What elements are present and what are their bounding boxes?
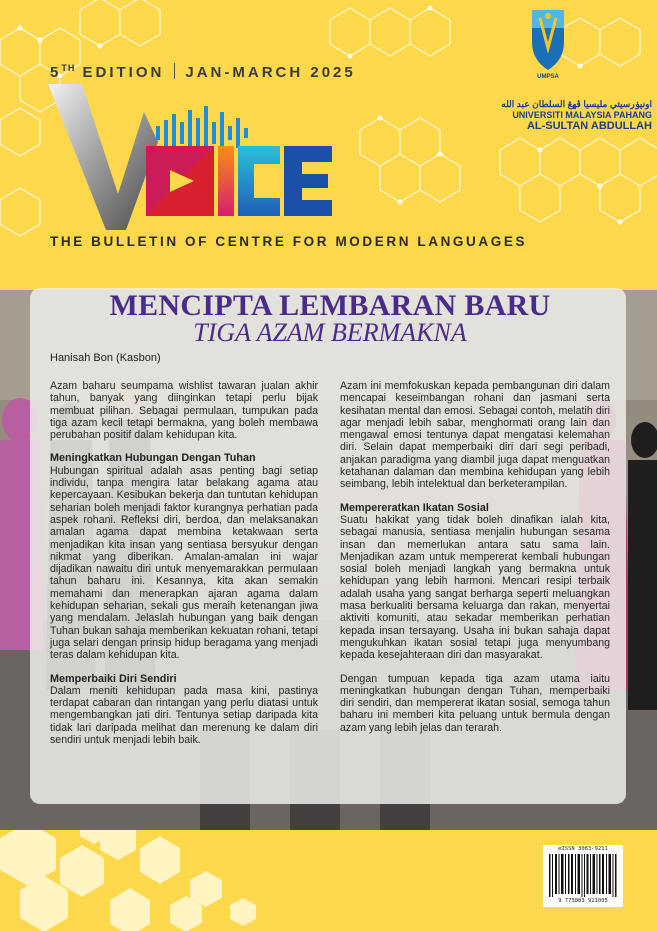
voice-masthead-logo (48, 82, 348, 232)
university-logo (492, 8, 654, 136)
university-name-jawi: اونيۏرسيتي مليسيا ڤهڠ السلطان عبد الله (501, 99, 652, 109)
article-subtitle: TIGA AZAM BERMAKNA (193, 318, 467, 347)
barcode-icon (549, 854, 617, 897)
section-heading: Memperbaiki Diri Sendiri (50, 672, 177, 685)
article-author: Hanisah Bon (Kasbon) (50, 352, 161, 364)
bulletin-tagline: THE BULLETIN OF CENTRE FOR MODERN LANGUAGES (50, 234, 528, 249)
article-column-left (50, 380, 318, 757)
umpsa-abbr: UMPSA (537, 74, 559, 80)
issn-barcode (543, 845, 623, 907)
university-name-sub: AL-SULTAN ABDULLAH (526, 120, 652, 132)
section-heading: Mempereratkan Ikatan Sosial (340, 501, 489, 514)
university-name: UNIVERSITI MALAYSIA PAHANG (512, 110, 652, 120)
article-intro: Azam baharu seumpama wishlist tawaran jualan akhir tahun, banyak yang diinginkan tetapi perlu bijak membuat pilihan. Sebagai permulaan, tumpukan pada tiga azam kecil tetapi bermakna, yang boleh membawa perubahan positif dalam kehidupan kita. (50, 380, 318, 442)
barcode-number: 9 773083 921005 (558, 898, 608, 904)
section-heading: Meningkatkan Hubungan Dengan Tuhan (50, 452, 256, 465)
section-body: Suatu hakikat yang tidak boleh dinafikan ialah kita, sebagai manusia, sentiasa menjalin hubungan sesama insan dan memerlukan antara satu sama lain. Menjadikan azam untuk mempererat kembali hubungan sosial boleh menjadi langkah yang bermakna untuk kehidupan yang lebih harmoni. Mencari resipi terbaik adalah usaha yang sangat berharga seperti meluangkan masa berkualiti bersama keluarga dan rakan, menyertai aktiviti komuniti, atau sekadar memberikan perhatian kepada insan tersayang. Usaha ini bukan sahaja dapat mengukuhkan ikatan sosial tetapi juga menyumbang kepada kesejahteraan diri dan masyarakat. (340, 513, 610, 662)
article-column-right (340, 380, 610, 745)
section-body: Dalam meniti kehidupan pada masa kini, pastinya terdapat cabaran dan rintangan yang perlu diatasi untuk mengembangkan jati diri. Tentunya setiap daripada kita tidak lari daripada melihat dan merenung ke dalam diri sendiri untuk menjadi lebih baik. (50, 684, 318, 747)
article-closing: Dengan tumpuan kepada tiga azam utama iaitu meningkatkan hubungan dengan Tuhan, memperbaiki diri sendiri, dan mempererat ikatan sosial, semoga tahun baharu ini memberi kita peluang untuk bermula dengan azam yang lebih jelas dan terarah. (340, 672, 610, 734)
edition-label: 5TH EDITION JAN-MARCH 2025 (50, 63, 356, 81)
section-body: Hubungan spiritual adalah asas penting bagi setiap individu, tanpa mengira latar belakang agama atau kepercayaan. Kesibukan bekerja dan tuntutan kehidupan seharian boleh menjadi faktor kurangnya perhatian pada aspek rohani. Refleksi diri, berdoa, dan melaksanakan amalan agama dapat membina ketakwaan serta menjadikan kita insan yang sentiasa bersyukur dengan nikmat yang diberikan. Amalan-amalan ini wajar dijadikan nawaitu diri untuk menyemarakkan permulaan tahun baharu ini. Kesannya, kita akan semakin memahami dan menerapkan ajaran agama dalam kehidupan seharian, sekali gus meraih ketenangan jiwa yang mendalam. Jelaslah hubungan yang baik dengan Tuhan bukan sahaja memberikan kekuatan rohani, tetapi juga selari dengan prinsip hidup beragama yang menjadi teras dalam kehidupan kita. (50, 464, 318, 662)
article-title: MENCIPTA LEMBARAN BARU (109, 289, 551, 322)
issn-label: eISSN 3083-9211 (558, 846, 608, 852)
section-body: Azam ini memfokuskan kepada pembangunan diri dalam mencapai keseimbangan rohani dan jasmani serta kesihatan mental dan emosi. Sebagai contoh, melatih diri agar menjadi lebih sabar, menghormati orang lain dan mengawal emosi tentunya dapat mengatasi kelemahan diri. Selain dapat memperbaiki diri dari segi peribadi, anjakan paradigma yang diambil juga dapat menguatkan ketahanan dalaman dan membina kehidupan yang lebih seimbang, lebih intelektual dan berketerampilan. (340, 380, 610, 491)
umpsa-crest-icon (530, 8, 566, 72)
